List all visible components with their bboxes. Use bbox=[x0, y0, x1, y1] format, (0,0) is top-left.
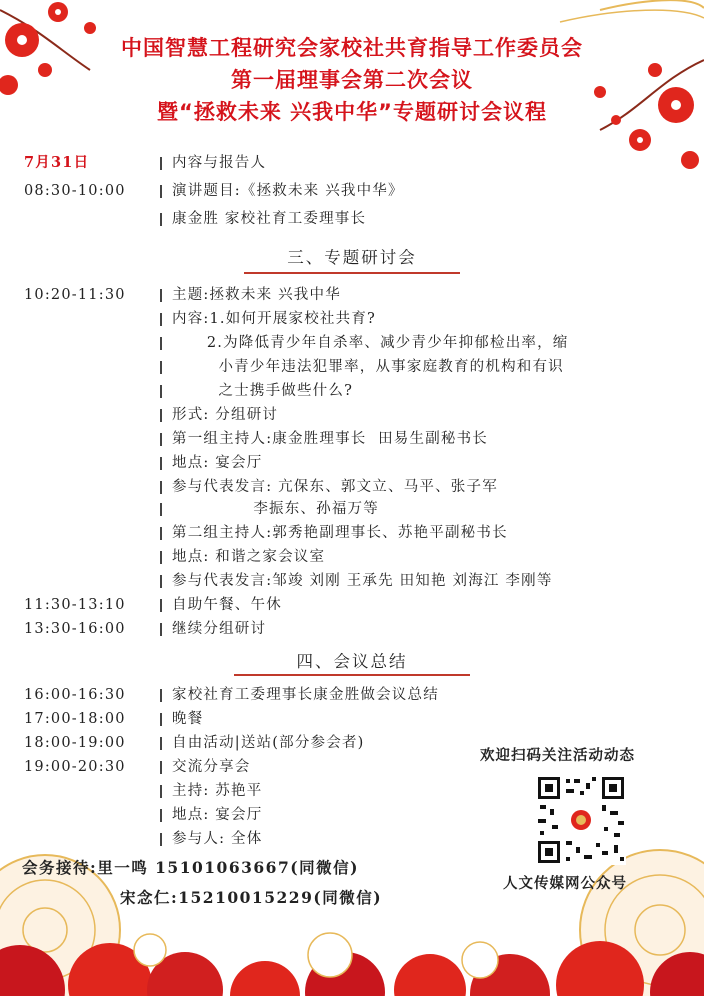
divider-bar bbox=[160, 157, 162, 170]
qr-caption-top: 欢迎扫码关注活动动态 bbox=[480, 747, 635, 764]
qr-caption-bottom: 人文传媒网公众号 bbox=[503, 875, 627, 892]
title-line-1: 中国智慧工程研究会家校社共育指导工作委员会 bbox=[121, 36, 583, 60]
qr-code-icon[interactable] bbox=[536, 775, 626, 865]
contact-line-2: 宋念仁:15210015229(同微信) bbox=[120, 888, 383, 907]
discussion-line: 第一组主持人:康金胜理事长 田易生副秘书长 bbox=[172, 431, 489, 447]
discussion-row bbox=[0, 522, 704, 544]
discussion-line: 地点: 宴会厅 bbox=[172, 455, 263, 471]
item-time: 19:00-20:30 bbox=[24, 759, 126, 775]
divider-bar bbox=[160, 185, 162, 198]
divider-bar bbox=[160, 737, 162, 750]
discussion-row bbox=[0, 570, 704, 592]
discussion-row bbox=[0, 498, 704, 520]
discussion-row bbox=[0, 546, 704, 568]
discussion-line: 第二组主持人:郭秀艳副理事长、苏艳平副秘书长 bbox=[172, 525, 508, 541]
item-text: 家校社育工委理事长康金胜做会议总结 bbox=[172, 687, 439, 703]
divider-bar bbox=[160, 599, 162, 612]
speaker-row bbox=[0, 208, 704, 230]
discussion-line: 之士携手做些什么? bbox=[172, 383, 354, 399]
divider-bar bbox=[160, 785, 162, 798]
speech-title: 演讲题目:《拯救未来 兴我中华》 bbox=[172, 183, 404, 199]
schedule-header-row bbox=[0, 152, 704, 174]
continue-row bbox=[0, 618, 704, 640]
divider-bar bbox=[160, 433, 162, 446]
discussion-line: 参与代表发言:邹竣 刘刚 王承先 田知艳 刘海江 李刚等 bbox=[172, 573, 553, 589]
discussion-line: 形式: 分组研讨 bbox=[172, 407, 279, 423]
divider-bar bbox=[160, 313, 162, 326]
discussion-line: 参与代表发言: 亢保东、郭文立、马平、张子军 bbox=[172, 479, 498, 495]
venue-text: 地点: 宴会厅 bbox=[172, 807, 263, 823]
continue-time: 13:30-16:00 bbox=[24, 621, 126, 637]
item-time: 16:00-16:30 bbox=[24, 687, 126, 703]
divider-bar bbox=[160, 457, 162, 470]
continue-text: 继续分组研讨 bbox=[172, 621, 267, 637]
item-time: 17:00-18:00 bbox=[24, 711, 126, 727]
section-4-underline bbox=[234, 674, 470, 676]
divider-bar bbox=[160, 761, 162, 774]
discussion-line: 2.为降低青少年自杀率、减少青少年抑郁检出率，缩 bbox=[172, 335, 569, 351]
participants-text: 参与人: 全体 bbox=[172, 831, 263, 847]
date-label: 7月31日 bbox=[24, 154, 90, 171]
section-3-heading: 三、专题研讨会 bbox=[287, 248, 417, 267]
divider-bar bbox=[160, 623, 162, 636]
divider-bar bbox=[160, 481, 162, 494]
discussion-row bbox=[0, 428, 704, 450]
discussion-line: 内容:1.如何开展家校社共育? bbox=[172, 311, 376, 327]
summary-row bbox=[0, 684, 704, 706]
divider-bar bbox=[160, 337, 162, 350]
divider-bar bbox=[160, 409, 162, 422]
discussion-time: 10:20-11:30 bbox=[24, 287, 126, 303]
divider-bar bbox=[160, 503, 162, 516]
discussion-line: 主题:拯救未来 兴我中华 bbox=[172, 287, 341, 303]
speaker: 康金胜 家校社育工委理事长 bbox=[172, 211, 367, 227]
discussion-line: 小青少年违法犯罪率，从事家庭教育的机构和有识 bbox=[172, 359, 564, 375]
lunch-time: 11:30-13:10 bbox=[24, 597, 126, 613]
discussion-line: 李振东、孙福万等 bbox=[172, 501, 379, 517]
lunch-row bbox=[0, 594, 704, 616]
title-line-2: 第一届理事会第二次会议 bbox=[231, 68, 473, 92]
discussion-row bbox=[0, 356, 704, 378]
divider-bar bbox=[160, 289, 162, 302]
divider-bar bbox=[160, 809, 162, 822]
discussion-row bbox=[0, 284, 704, 306]
contact-line-1: 会务接待:里一鸣 15101063667(同微信) bbox=[22, 858, 359, 877]
discussion-row bbox=[0, 452, 704, 474]
divider-bar bbox=[160, 713, 162, 726]
discussion-row bbox=[0, 404, 704, 426]
divider-bar bbox=[160, 833, 162, 846]
item-text: 晚餐 bbox=[172, 711, 204, 727]
divider-bar bbox=[160, 527, 162, 540]
section-3-underline bbox=[244, 272, 460, 274]
title-line-3: 暨“拯救未来 兴我中华”专题研讨会议程 bbox=[157, 100, 547, 124]
divider-bar bbox=[160, 575, 162, 588]
section-4-heading: 四、会议总结 bbox=[296, 652, 408, 671]
speech-time: 08:30-10:00 bbox=[24, 183, 126, 199]
divider-bar bbox=[160, 689, 162, 702]
divider-bar bbox=[160, 551, 162, 564]
discussion-line: 地点: 和谐之家会议室 bbox=[172, 549, 326, 565]
summary-row bbox=[0, 708, 704, 730]
lunch-text: 自助午餐、午休 bbox=[172, 597, 282, 613]
item-text: 交流分享会 bbox=[172, 759, 251, 775]
divider-bar bbox=[160, 361, 162, 374]
item-text: 自由活动|送站(部分参会者) bbox=[172, 735, 365, 751]
discussion-row bbox=[0, 308, 704, 330]
discussion-row bbox=[0, 380, 704, 402]
host-text: 主持: 苏艳平 bbox=[172, 783, 263, 799]
divider-bar bbox=[160, 213, 162, 226]
item-time: 18:00-19:00 bbox=[24, 735, 126, 751]
discussion-row bbox=[0, 476, 704, 498]
content-header: 内容与报告人 bbox=[172, 155, 267, 171]
speech-row bbox=[0, 180, 704, 202]
discussion-row bbox=[0, 332, 704, 354]
divider-bar bbox=[160, 385, 162, 398]
